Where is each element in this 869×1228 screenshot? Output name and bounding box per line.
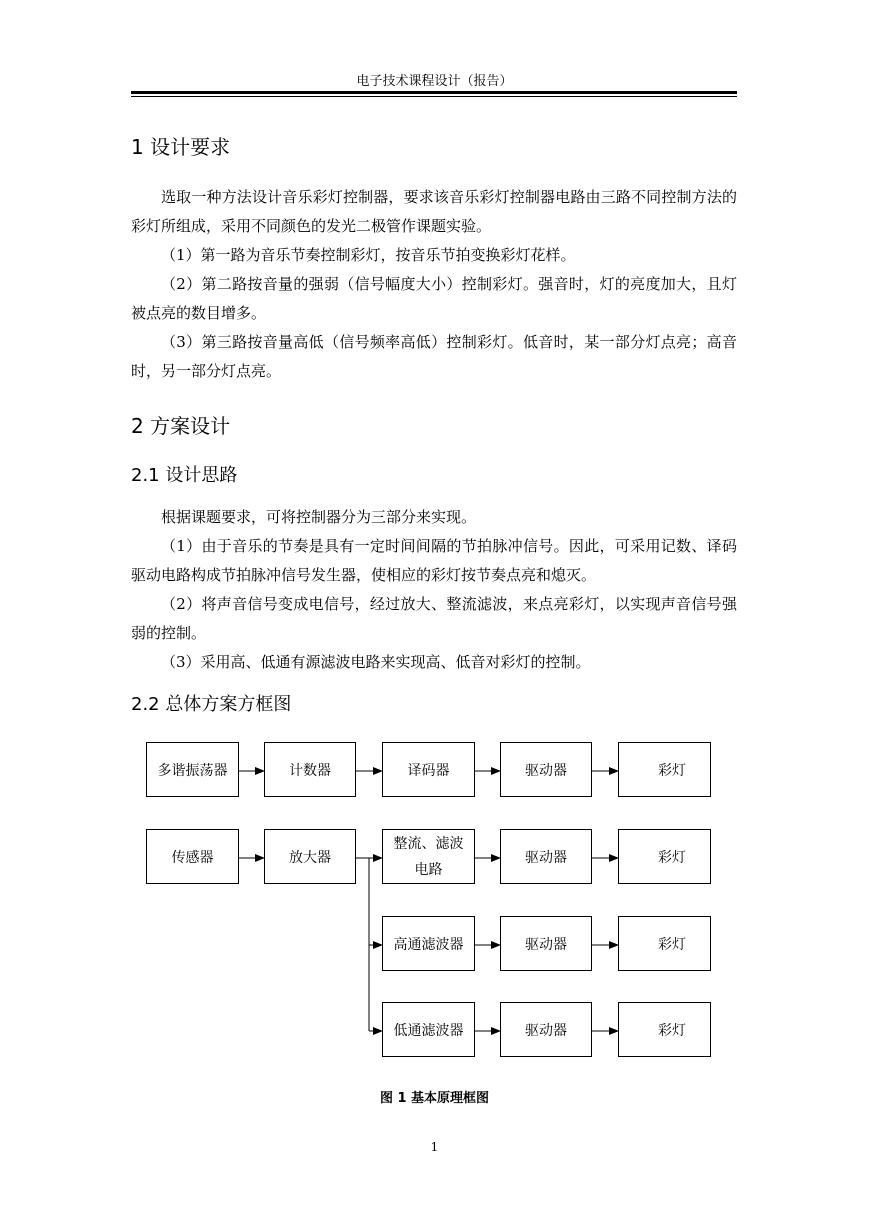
block-lowpass-filter xyxy=(382,1002,475,1057)
block-counter xyxy=(264,742,356,797)
block-amplifier xyxy=(264,829,356,884)
block-label: 彩灯 xyxy=(658,1022,686,1039)
paragraph: 根据课题要求，可将控制器分为三部分来实现。 xyxy=(161,508,477,526)
block-label-line2: 电路 xyxy=(414,861,443,878)
block-label: 传感器 xyxy=(171,849,214,866)
block-lamp xyxy=(618,829,711,884)
figure-caption: 图 1 基本原理框图 xyxy=(379,1091,490,1106)
block-highpass-filter xyxy=(382,916,475,971)
paragraph: （1）由于音乐的节奏是具有一定时间间隔的节拍脉冲信号。因此，可采用记数、译码驱动电路构成节拍脉冲信号发生器，使相应的彩灯按节奏点亮和熄灭。 xyxy=(131,537,737,584)
block-label: 驱动器 xyxy=(525,849,567,866)
section-1-title: 1 设计要求 xyxy=(131,135,231,159)
paragraph: （1）第一路为音乐节奏控制彩灯，按音乐节拍变换彩灯花样。 xyxy=(161,246,576,264)
running-header: 电子技术课程设计（报告） xyxy=(356,74,513,89)
page-number: 1 xyxy=(430,1140,439,1154)
block-lamp xyxy=(618,1002,711,1057)
block-multivibrator xyxy=(146,742,239,797)
section-2-2-title: 2.2 总体方案方框图 xyxy=(131,694,292,715)
block-label: 计数器 xyxy=(289,762,331,779)
paragraph: 选取一种方法设计音乐彩灯控制器，要求该音乐彩灯控制器电路由三路不同控制方法的彩灯所组成，采用不同颜色的发光二极管作课题实验。 xyxy=(131,188,737,235)
block-driver xyxy=(500,1002,592,1057)
block-decoder xyxy=(382,742,475,797)
paragraph: （2）第二路按音量的强弱（信号幅度大小）控制彩灯。强音时，灯的亮度加大，且灯被点亮的数目增多。 xyxy=(131,275,737,322)
block-label: 驱动器 xyxy=(525,936,567,953)
block-driver xyxy=(500,916,592,971)
block-label: 多谐振荡器 xyxy=(157,762,228,779)
block-label: 驱动器 xyxy=(525,1022,567,1039)
block-label: 彩灯 xyxy=(658,762,686,779)
section-2-1-title: 2.1 设计思路 xyxy=(131,465,238,486)
block-label: 彩灯 xyxy=(658,936,686,953)
block-rectifier-filter xyxy=(382,829,475,884)
block-label: 驱动器 xyxy=(525,762,567,779)
block-label-line1: 整流、滤波 xyxy=(393,835,464,852)
paragraph: （2）将声音信号变成电信号，经过放大、整流滤波，来点亮彩灯，以实现声音信号强弱的控制。 xyxy=(131,595,737,642)
block-label: 彩灯 xyxy=(658,849,686,866)
block-label: 低通滤波器 xyxy=(393,1022,464,1039)
block-lamp xyxy=(618,916,711,971)
block-lamp xyxy=(618,742,711,797)
paragraph: （3）第三路按音量高低（信号频率高低）控制彩灯。低音时，某一部分灯点亮；高音时，另一部分灯点亮。 xyxy=(131,333,737,380)
block-label: 译码器 xyxy=(407,762,450,779)
block-label: 高通滤波器 xyxy=(393,936,464,953)
block-sensor xyxy=(146,829,239,884)
block-driver xyxy=(500,829,592,884)
block-driver xyxy=(500,742,592,797)
paragraph: （3）采用高、低通有源滤波电路来实现高、低音对彩灯的控制。 xyxy=(161,653,591,671)
block-label: 放大器 xyxy=(289,849,331,866)
section-2-title: 2 方案设计 xyxy=(131,414,231,438)
